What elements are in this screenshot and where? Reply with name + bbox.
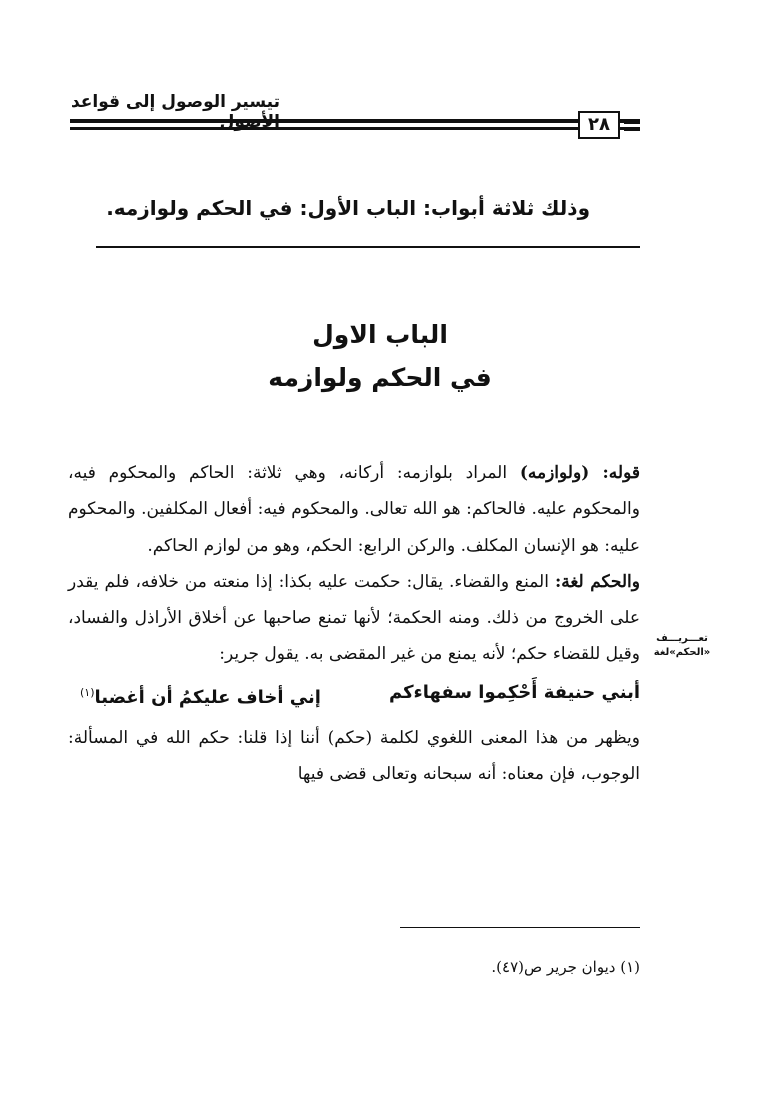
margin-note <box>652 632 712 660</box>
verse-first-hemistich: أبني حنيفة أَحْكِموا سفهاءكم <box>388 681 640 703</box>
verse-second-text: إني أخاف عليكمُ أن أغضبا <box>94 686 321 708</box>
paragraph-2 <box>68 564 640 673</box>
footnote-marker: (١) <box>80 685 95 699</box>
paragraph-1 <box>68 455 640 564</box>
poetry-verse <box>68 675 640 716</box>
margin-note-line-2: «الحكم»لغة <box>653 647 711 658</box>
header-rule-stub <box>624 128 640 131</box>
chapter-title: الباب الاول <box>312 320 448 349</box>
intro-line: وذلك ثلاثة أبواب: الباب الأول: في الحكم ولوازمه. <box>106 196 590 220</box>
page-number: ٢٨ <box>578 111 620 139</box>
header-rule-stub <box>624 121 640 124</box>
intro-divider <box>96 246 640 248</box>
margin-note-line-1: تعـــريـــف <box>656 633 708 644</box>
footnote: (١) ديوان جرير ص(٤٧). <box>491 958 640 976</box>
paragraph-1-lead: قوله: (ولوازمه) <box>519 463 640 483</box>
header-rule-top <box>70 119 640 123</box>
paragraph-2-lead: والحكم لغة: <box>554 571 640 592</box>
paragraph-3 <box>68 720 640 793</box>
verse-second-hemistich <box>80 675 321 716</box>
paragraph-1-text: المراد بلوازمه: أركانه، وهي ثلاثة: الحاكم والمحكوم فيه، والمحكوم عليه. فالحاكم: هو الله تعالى. والمحكوم فيه: أفعال المكلفين. والمحكوم عليه: هو الإنسان المكلف. والركن الرابع: الحكم، وهو من لوازم الحاكم. <box>68 463 640 556</box>
header-rule-bottom <box>70 127 640 130</box>
footnote-divider <box>400 927 640 928</box>
paragraph-2-text: المنع والقضاء. يقال: حكمت عليه بكذا: إذا منعته من خلافه، فلم يقدر على الخروج من ذلك. ومنه الحكمة؛ لأنها تمنع صاحبها عن أخلاق الأراذل والفساد، وقيل للقضاء حكم؛ لأنه يمنع من غير المقضى به. يقول جرير: <box>68 571 640 665</box>
book-title: تيسير الوصول إلى قواعد <box>70 92 280 112</box>
chapter-subtitle: في الحكم ولوازمه <box>268 363 492 392</box>
body-text <box>68 455 640 793</box>
paragraph-3-text: ويظهر من هذا المعنى اللغوي لكلمة (حكم) أننا إذا قلنا: حكم الله في المسألة: الوجوب، فإن معناه: أنه سبحانه وتعالى قضى فيها <box>68 728 640 785</box>
